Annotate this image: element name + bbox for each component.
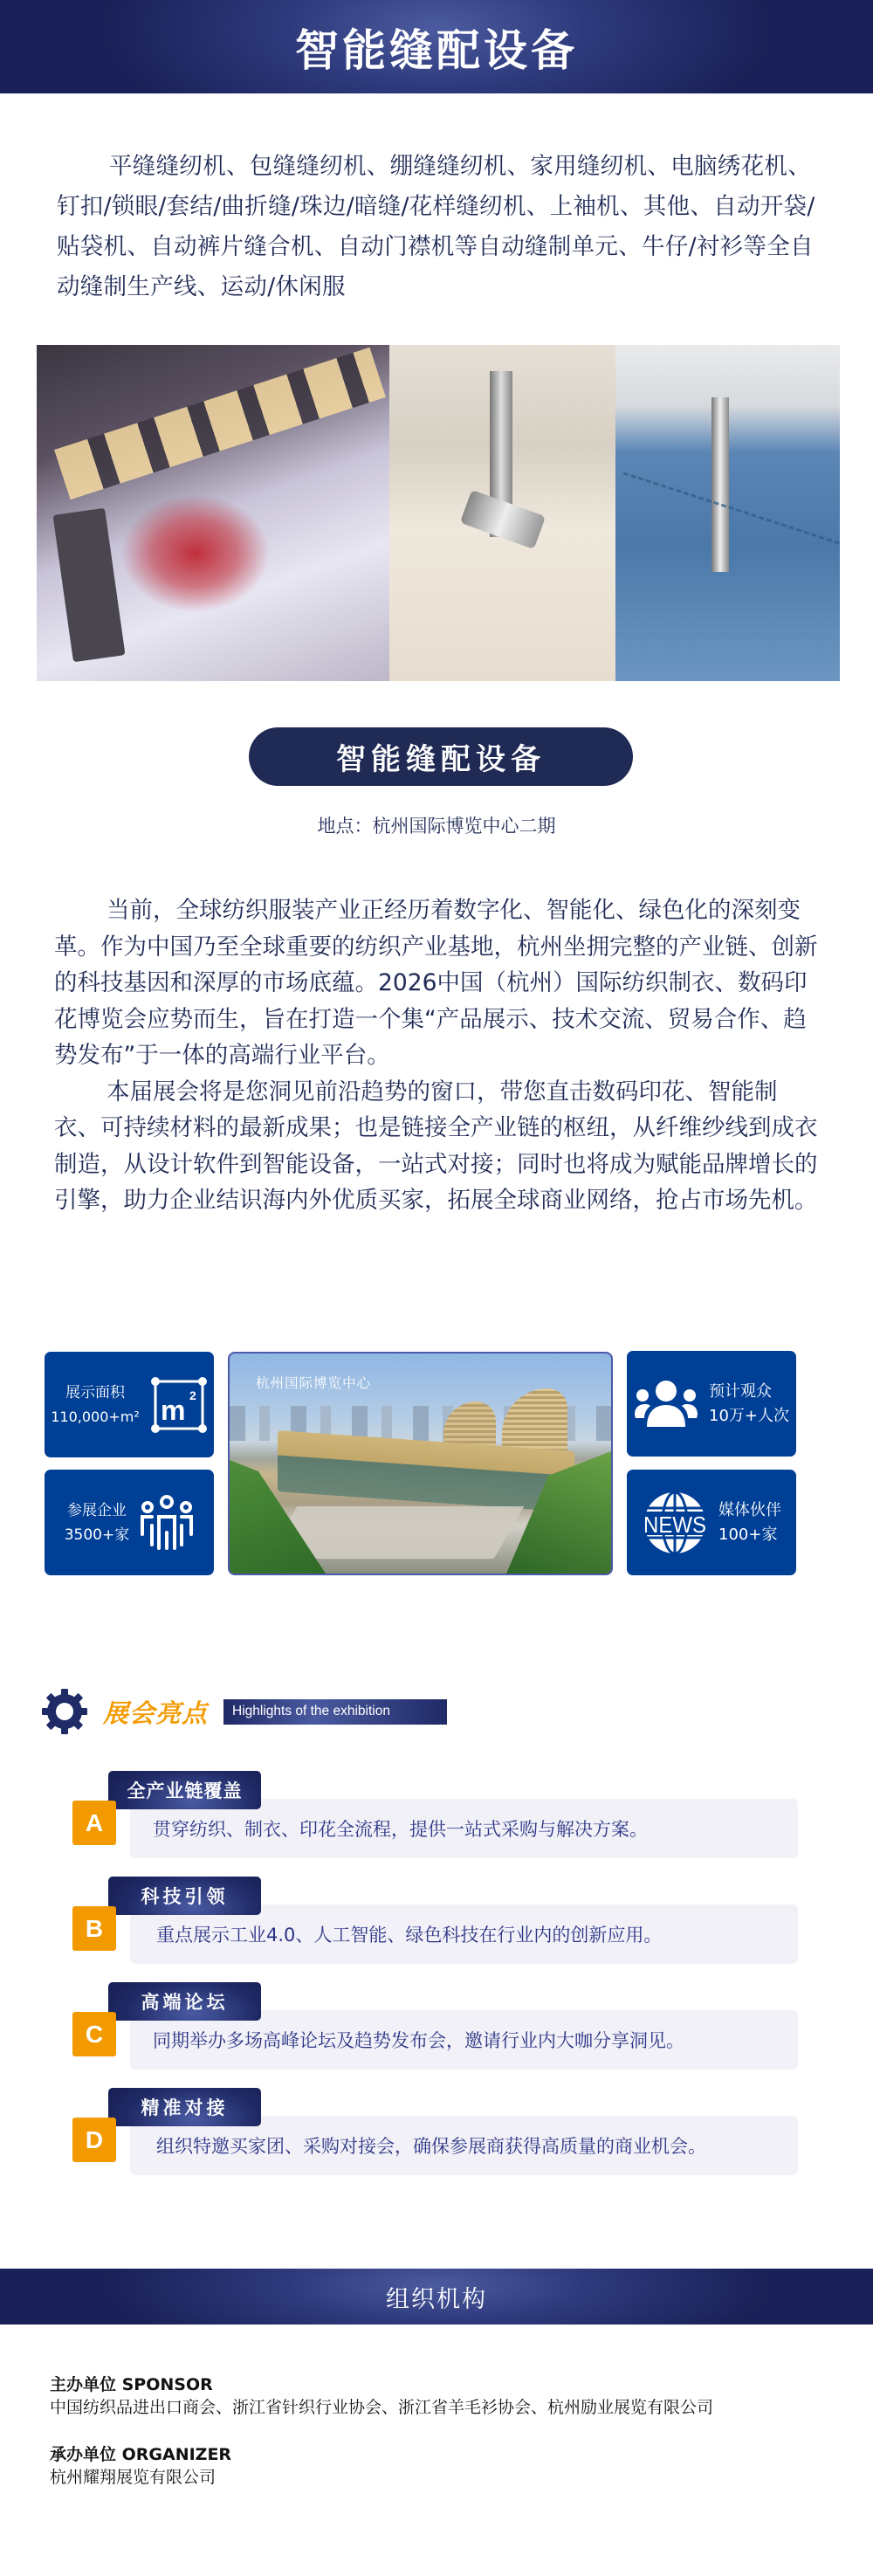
organizer-block	[50, 2443, 231, 2489]
sponsor-block	[50, 2373, 713, 2419]
highlight-item-c	[72, 1982, 801, 2070]
svg-text:NEWS: NEWS	[643, 1511, 706, 1538]
highlights-title: 展会亮点	[103, 1698, 209, 1728]
highlight-text: 同期举办多场高峰论坛及趋势发布会，邀请行业内大咖分享洞见。	[130, 2010, 798, 2070]
highlights-header	[42, 1689, 447, 1734]
highlights-subtitle: Highlights of the exhibition	[223, 1699, 447, 1725]
sewing-foot-denim-photo	[615, 345, 840, 681]
venue-label: 杭州国际博览中心	[256, 1375, 372, 1391]
highlight-letter-badge: D	[72, 2118, 116, 2162]
section-pill-title: 智能缝配设备	[249, 727, 633, 786]
highlight-letter-badge: B	[72, 1906, 116, 1951]
news-globe-icon	[642, 1491, 708, 1555]
highlight-text: 组织特邀买家团、采购对接会，确保参展商获得高质量的商业机会。	[130, 2116, 798, 2175]
stat-value: 100+家	[718, 1525, 778, 1544]
highlight-letter-badge: A	[72, 1801, 116, 1845]
people-group-icon	[140, 1494, 194, 1552]
highlight-tag: 科技引领	[108, 1877, 261, 1915]
machine-lights	[54, 348, 386, 499]
audience-icon	[634, 1380, 698, 1429]
stat-label: 媒体伙伴	[718, 1500, 781, 1519]
highlight-tag: 全产业链覆盖	[108, 1771, 261, 1809]
highlight-item-a	[72, 1771, 801, 1858]
organization-title: 组织机构	[386, 2285, 487, 2313]
sponsor-names: 中国纺织品进出口商会、浙江省针织行业协会、浙江省羊毛衫协会、杭州励业展览有限公司	[50, 2398, 714, 2417]
highlight-text: 贯穿纺织、制衣、印花全流程，提供一站式采购与解决方案。	[130, 1799, 798, 1858]
stat-card-media	[627, 1470, 796, 1575]
exhibition-description	[54, 892, 819, 1219]
highlight-tag: 精准对接	[108, 2088, 261, 2126]
highlight-text: 重点展示工业4.0、人工智能、绿色科技在行业内的创新应用。	[130, 1904, 798, 1964]
photo-strip	[37, 345, 840, 681]
top-banner	[0, 0, 873, 93]
svg-text:m: m	[160, 1394, 186, 1426]
venue-photo	[228, 1352, 613, 1575]
machine-plate	[52, 508, 125, 663]
description-paragraph-2: 本届展会将是您洞见前沿趋势的窗口，带您直击数码印花、智能制衣、可持续材料的最新成果；也是链接全产业链的枢纽，从纤维纱线到成衣制造，从设计软件到智能设备，一站式对接；同时也将成为赋能品牌增长的引擎，助力企业结识海内外优质买家，拓展全球商业网络，抢占市场先机。	[54, 1078, 818, 1214]
description-paragraph-1: 当前，全球纺织服装产业正经历着数字化、智能化、绿色化的深刻变革。作为中国乃至全球重要的纺织产业基地，杭州坐拥完整的产业链、创新的科技基因和深厚的市场底蕴。2026中国（杭州）国际纺织制衣、数码印花博览会应势而生，旨在打造一个集“产品展示、技术交流、贸易合作、趋势发布”于一体的高端行业平台。	[54, 897, 818, 1069]
stat-label: 展示面积	[65, 1383, 125, 1402]
gear-icon	[42, 1689, 87, 1734]
stat-value: 10万+人次	[709, 1406, 789, 1425]
page-title: 智能缝配设备	[295, 24, 578, 76]
venue-tower	[502, 1388, 567, 1451]
highlight-item-d	[72, 2088, 801, 2175]
location-text: 地点：杭州国际博览中心二期	[317, 816, 556, 837]
stat-value: 110,000+m²	[51, 1408, 140, 1425]
needle-bar	[711, 397, 729, 572]
highlight-letter-badge: C	[72, 2012, 116, 2056]
highlight-item-b	[72, 1877, 801, 1964]
embroidery-machine-photo	[37, 345, 389, 681]
stat-label: 参展企业	[66, 1501, 127, 1519]
svg-text:2: 2	[189, 1388, 196, 1402]
stat-card-visitors	[627, 1351, 796, 1457]
organizer-role: 承办单位 ORGANIZER	[50, 2445, 232, 2464]
highlight-tag: 高端论坛	[108, 1982, 261, 2021]
stat-label: 预计观众	[709, 1381, 772, 1401]
stat-card-area	[45, 1352, 214, 1457]
stat-card-exhibitors	[45, 1470, 214, 1575]
sponsor-role: 主办单位 SPONSOR	[50, 2375, 213, 2394]
stat-value: 3500+家	[64, 1526, 130, 1544]
square-meter-icon	[150, 1376, 208, 1434]
denim-seam	[618, 472, 839, 558]
product-list-intro: 平缝缝纫机、包缝缝纫机、绷缝缝纫机、家用缝纫机、电脑绣花机、钉扣/锁眼/套结/曲折缝/珠边/暗缝/花样缝纫机、上袖机、其他、自动开袋/贴袋机、自动裤片缝合机、自动门襟机等自动缝制单元、牛仔/衬衫等全自动缝制生产线、运动/休闲服	[57, 153, 815, 300]
sewing-foot-white-fabric-photo	[389, 345, 615, 681]
organization-banner	[0, 2269, 873, 2325]
organizer-names: 杭州耀翔展览有限公司	[50, 2468, 217, 2487]
